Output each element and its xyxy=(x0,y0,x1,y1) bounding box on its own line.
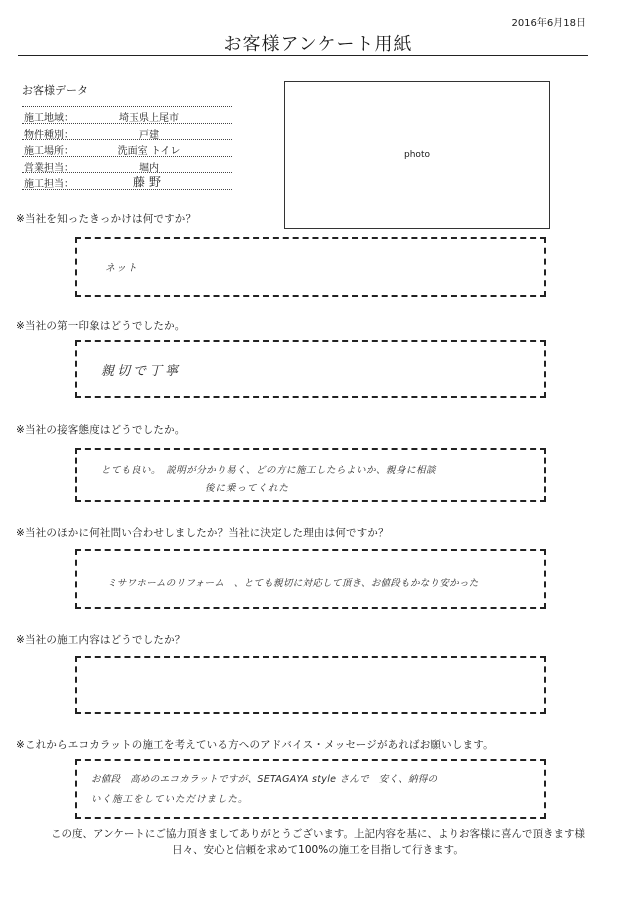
info-value: 堀内 xyxy=(139,162,159,174)
info-value: 埼玉県上尾市 xyxy=(119,113,179,124)
footer-line-1: この度、アンケートにご協力頂きましてありがとうございます。上記内容を基に、よりお客様に喜んで頂きます様 xyxy=(50,828,586,840)
info-label: 物件種別： xyxy=(24,129,74,141)
info-value: 戸建 xyxy=(139,129,159,141)
page-title: お客様アンケート用紙 xyxy=(223,34,413,55)
info-row-area xyxy=(22,106,232,124)
info-row-installer xyxy=(22,173,232,190)
answer-6-line-2: いく施工をしていただけました。 xyxy=(91,794,249,805)
info-row-location xyxy=(22,140,232,157)
photo-placeholder xyxy=(284,81,550,229)
info-row-property-type xyxy=(22,124,232,141)
answer-3-line-1: とても良い。 説明が分かり易く、どの方に施工したらよいか、親身に相談 xyxy=(101,465,437,476)
answer-box-2 xyxy=(75,340,546,398)
question-4: ※当社のほかに何社問い合わせしましたか？当社に決定した理由は何ですか？ xyxy=(16,527,389,539)
question-3: ※当社の接客態度はどうでしたか。 xyxy=(16,424,186,436)
question-6: ※これからエコカラットの施工を考えている方へのアドバイス・メッセージがあればお願いします。 xyxy=(16,739,494,751)
title-divider xyxy=(18,55,588,56)
answer-box-1 xyxy=(75,237,546,297)
customer-data-heading: お客様データ xyxy=(22,84,88,97)
question-2: ※当社の第一印象はどうでしたか。 xyxy=(16,320,186,332)
footer-line-2: 日々、安心と信頼を求めて100%の施工を目指して行きます。 xyxy=(172,844,464,856)
info-value-handwritten: 藤野 xyxy=(132,175,165,189)
customer-data-table xyxy=(22,106,232,190)
info-label: 施工場所： xyxy=(24,146,74,157)
answer-box-3 xyxy=(75,448,546,502)
answer-box-5 xyxy=(75,656,546,714)
info-label: 施工地域： xyxy=(24,113,74,124)
question-1: ※当社を知ったきっかけは何ですか？ xyxy=(16,213,197,225)
info-row-sales-rep xyxy=(22,157,232,174)
answer-6-line-1: お値段 高めのエコカラットですが、SETAGAYA style さんで 安く、納得の xyxy=(91,774,438,785)
answer-3-line-2: 後に乗ってくれた xyxy=(205,483,290,494)
photo-label: photo xyxy=(404,150,430,160)
answer-box-4 xyxy=(75,549,546,609)
info-label: 施工担当： xyxy=(24,179,74,190)
answer-1-text: ネット xyxy=(105,263,138,274)
answer-2-text: 親切で丁寧 xyxy=(101,364,182,379)
answer-box-6 xyxy=(75,759,546,819)
survey-date: 2016年6月18日 xyxy=(511,18,586,29)
info-value: 洗面室 トイレ xyxy=(117,146,181,157)
info-label: 営業担当： xyxy=(24,162,74,174)
answer-4-text: ミサワホームのリフォーム 、とても親切に対応して頂き、お値段もかなり安かった xyxy=(107,578,479,589)
question-5: ※当社の施工内容はどうでしたか？ xyxy=(16,634,186,646)
